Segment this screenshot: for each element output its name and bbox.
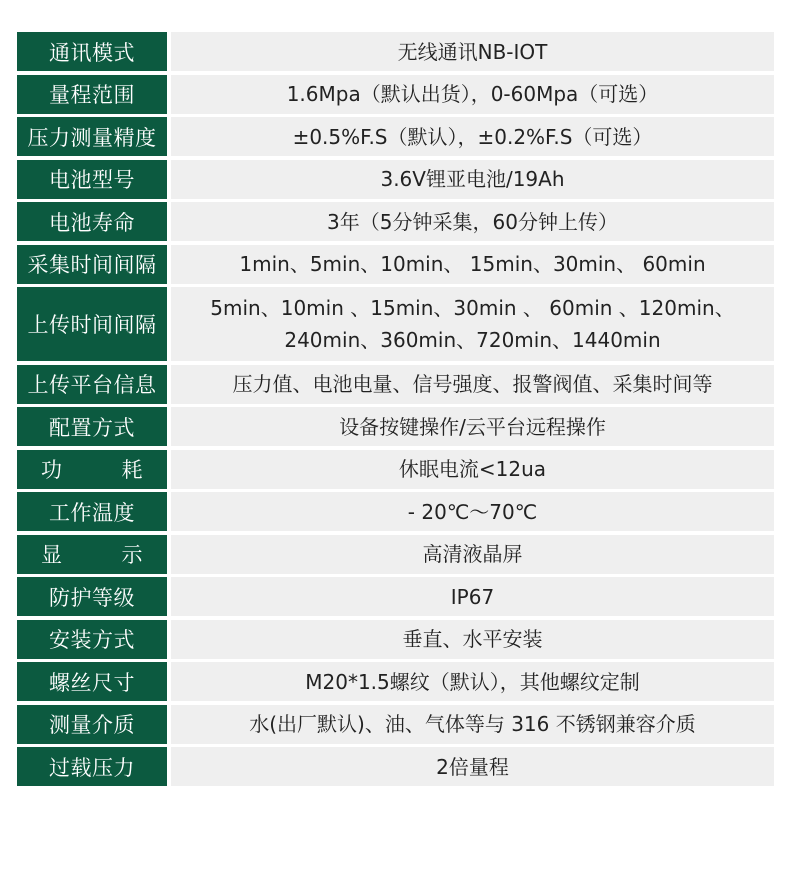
spec-value-line: 设备按键操作/云平台远程操作 bbox=[339, 414, 606, 439]
spec-value-line: M20*1.5螺纹（默认），其他螺纹定制 bbox=[305, 669, 640, 694]
spec-label-char: 功 bbox=[41, 458, 63, 482]
spec-row-overload bbox=[17, 747, 774, 786]
spec-value-line: ±0.5%F.S（默认），±0.2%F.S（可选） bbox=[292, 124, 653, 149]
spec-value-line: 1min、5min、10min、 15min、30min、 60min bbox=[239, 252, 706, 276]
spec-label: 电池寿命 bbox=[17, 202, 167, 241]
spec-value-line: 水(出厂默认)、油、气体等与 316 不锈钢兼容介质 bbox=[249, 712, 696, 736]
spec-label: 工作温度 bbox=[17, 492, 167, 531]
spec-value bbox=[171, 450, 774, 489]
spec-value bbox=[171, 577, 774, 616]
spec-value-line: 高清液晶屏 bbox=[422, 542, 523, 566]
spec-label: 配置方式 bbox=[17, 407, 167, 446]
spec-value bbox=[171, 535, 774, 574]
spec-label-char: 耗 bbox=[121, 458, 143, 482]
spec-label bbox=[17, 535, 167, 574]
spec-label bbox=[17, 450, 167, 489]
spec-value-line: 垂直、水平安装 bbox=[402, 627, 543, 651]
spec-row-config bbox=[17, 407, 774, 446]
spec-label: 采集时间间隔 bbox=[17, 245, 167, 284]
spec-value-line: 休眠电流<12ua bbox=[398, 457, 547, 481]
spec-value bbox=[171, 245, 774, 284]
spec-value bbox=[171, 287, 774, 361]
spec-value bbox=[171, 407, 774, 446]
spec-value-line: 1.6Mpa（默认出货），0-60Mpa（可选） bbox=[286, 82, 659, 106]
spec-label: 防护等级 bbox=[17, 577, 167, 616]
spec-value-line: 5min、10min 、15min、30min 、 60min 、120min、 bbox=[210, 296, 735, 320]
spec-value-line: 压力值、电池电量、信号强度、报警阀值、采集时间等 bbox=[232, 372, 713, 396]
spec-value bbox=[171, 160, 774, 199]
spec-row-medium bbox=[17, 705, 774, 744]
spec-value bbox=[171, 202, 774, 241]
spec-value-line: IP67 bbox=[450, 584, 495, 609]
spec-value-line: 240min、360min、720min、1440min bbox=[284, 328, 661, 352]
spec-row-battery-model bbox=[17, 160, 774, 199]
spec-value bbox=[171, 705, 774, 744]
spec-value bbox=[171, 75, 774, 114]
spec-row-display bbox=[17, 535, 774, 574]
spec-row-communication bbox=[17, 32, 774, 71]
spec-value-line: 2倍量程 bbox=[436, 754, 509, 779]
spec-value bbox=[171, 117, 774, 156]
spec-value bbox=[171, 492, 774, 531]
spec-row-temperature bbox=[17, 492, 774, 531]
spec-value bbox=[171, 32, 774, 71]
spec-row-battery-life bbox=[17, 202, 774, 241]
spec-value bbox=[171, 365, 774, 404]
spec-row-installation bbox=[17, 620, 774, 659]
spec-label: 量程范围 bbox=[17, 75, 167, 114]
spec-label: 螺丝尺寸 bbox=[17, 662, 167, 701]
spec-value-line: 无线通讯NB-IOT bbox=[397, 39, 548, 64]
spec-row-sample-interval bbox=[17, 245, 774, 284]
spec-row-upload-interval bbox=[17, 287, 774, 361]
spec-label: 上传平台信息 bbox=[17, 365, 167, 404]
spec-value-line: 3年（5分钟采集，60分钟上传） bbox=[327, 209, 618, 234]
spec-row-power bbox=[17, 450, 774, 489]
spec-label: 安装方式 bbox=[17, 620, 167, 659]
spec-row-accuracy bbox=[17, 117, 774, 156]
spec-value bbox=[171, 747, 774, 786]
spec-value bbox=[171, 620, 774, 659]
spec-value bbox=[171, 662, 774, 701]
spec-row-range bbox=[17, 75, 774, 114]
spec-table bbox=[17, 32, 774, 790]
spec-value-line: 3.6V锂亚电池/19Ah bbox=[380, 167, 565, 191]
spec-label: 电池型号 bbox=[17, 160, 167, 199]
spec-label-char: 示 bbox=[121, 543, 143, 567]
spec-label: 测量介质 bbox=[17, 705, 167, 744]
spec-value-line: - 20℃～70℃ bbox=[407, 499, 538, 524]
spec-label-char: 显 bbox=[41, 543, 63, 567]
spec-row-protection bbox=[17, 577, 774, 616]
spec-label: 过载压力 bbox=[17, 747, 167, 786]
spec-row-thread bbox=[17, 662, 774, 701]
spec-row-upload-info bbox=[17, 365, 774, 404]
spec-label: 压力测量精度 bbox=[17, 117, 167, 156]
spec-label: 上传时间间隔 bbox=[17, 287, 167, 361]
spec-label: 通讯模式 bbox=[17, 32, 167, 71]
